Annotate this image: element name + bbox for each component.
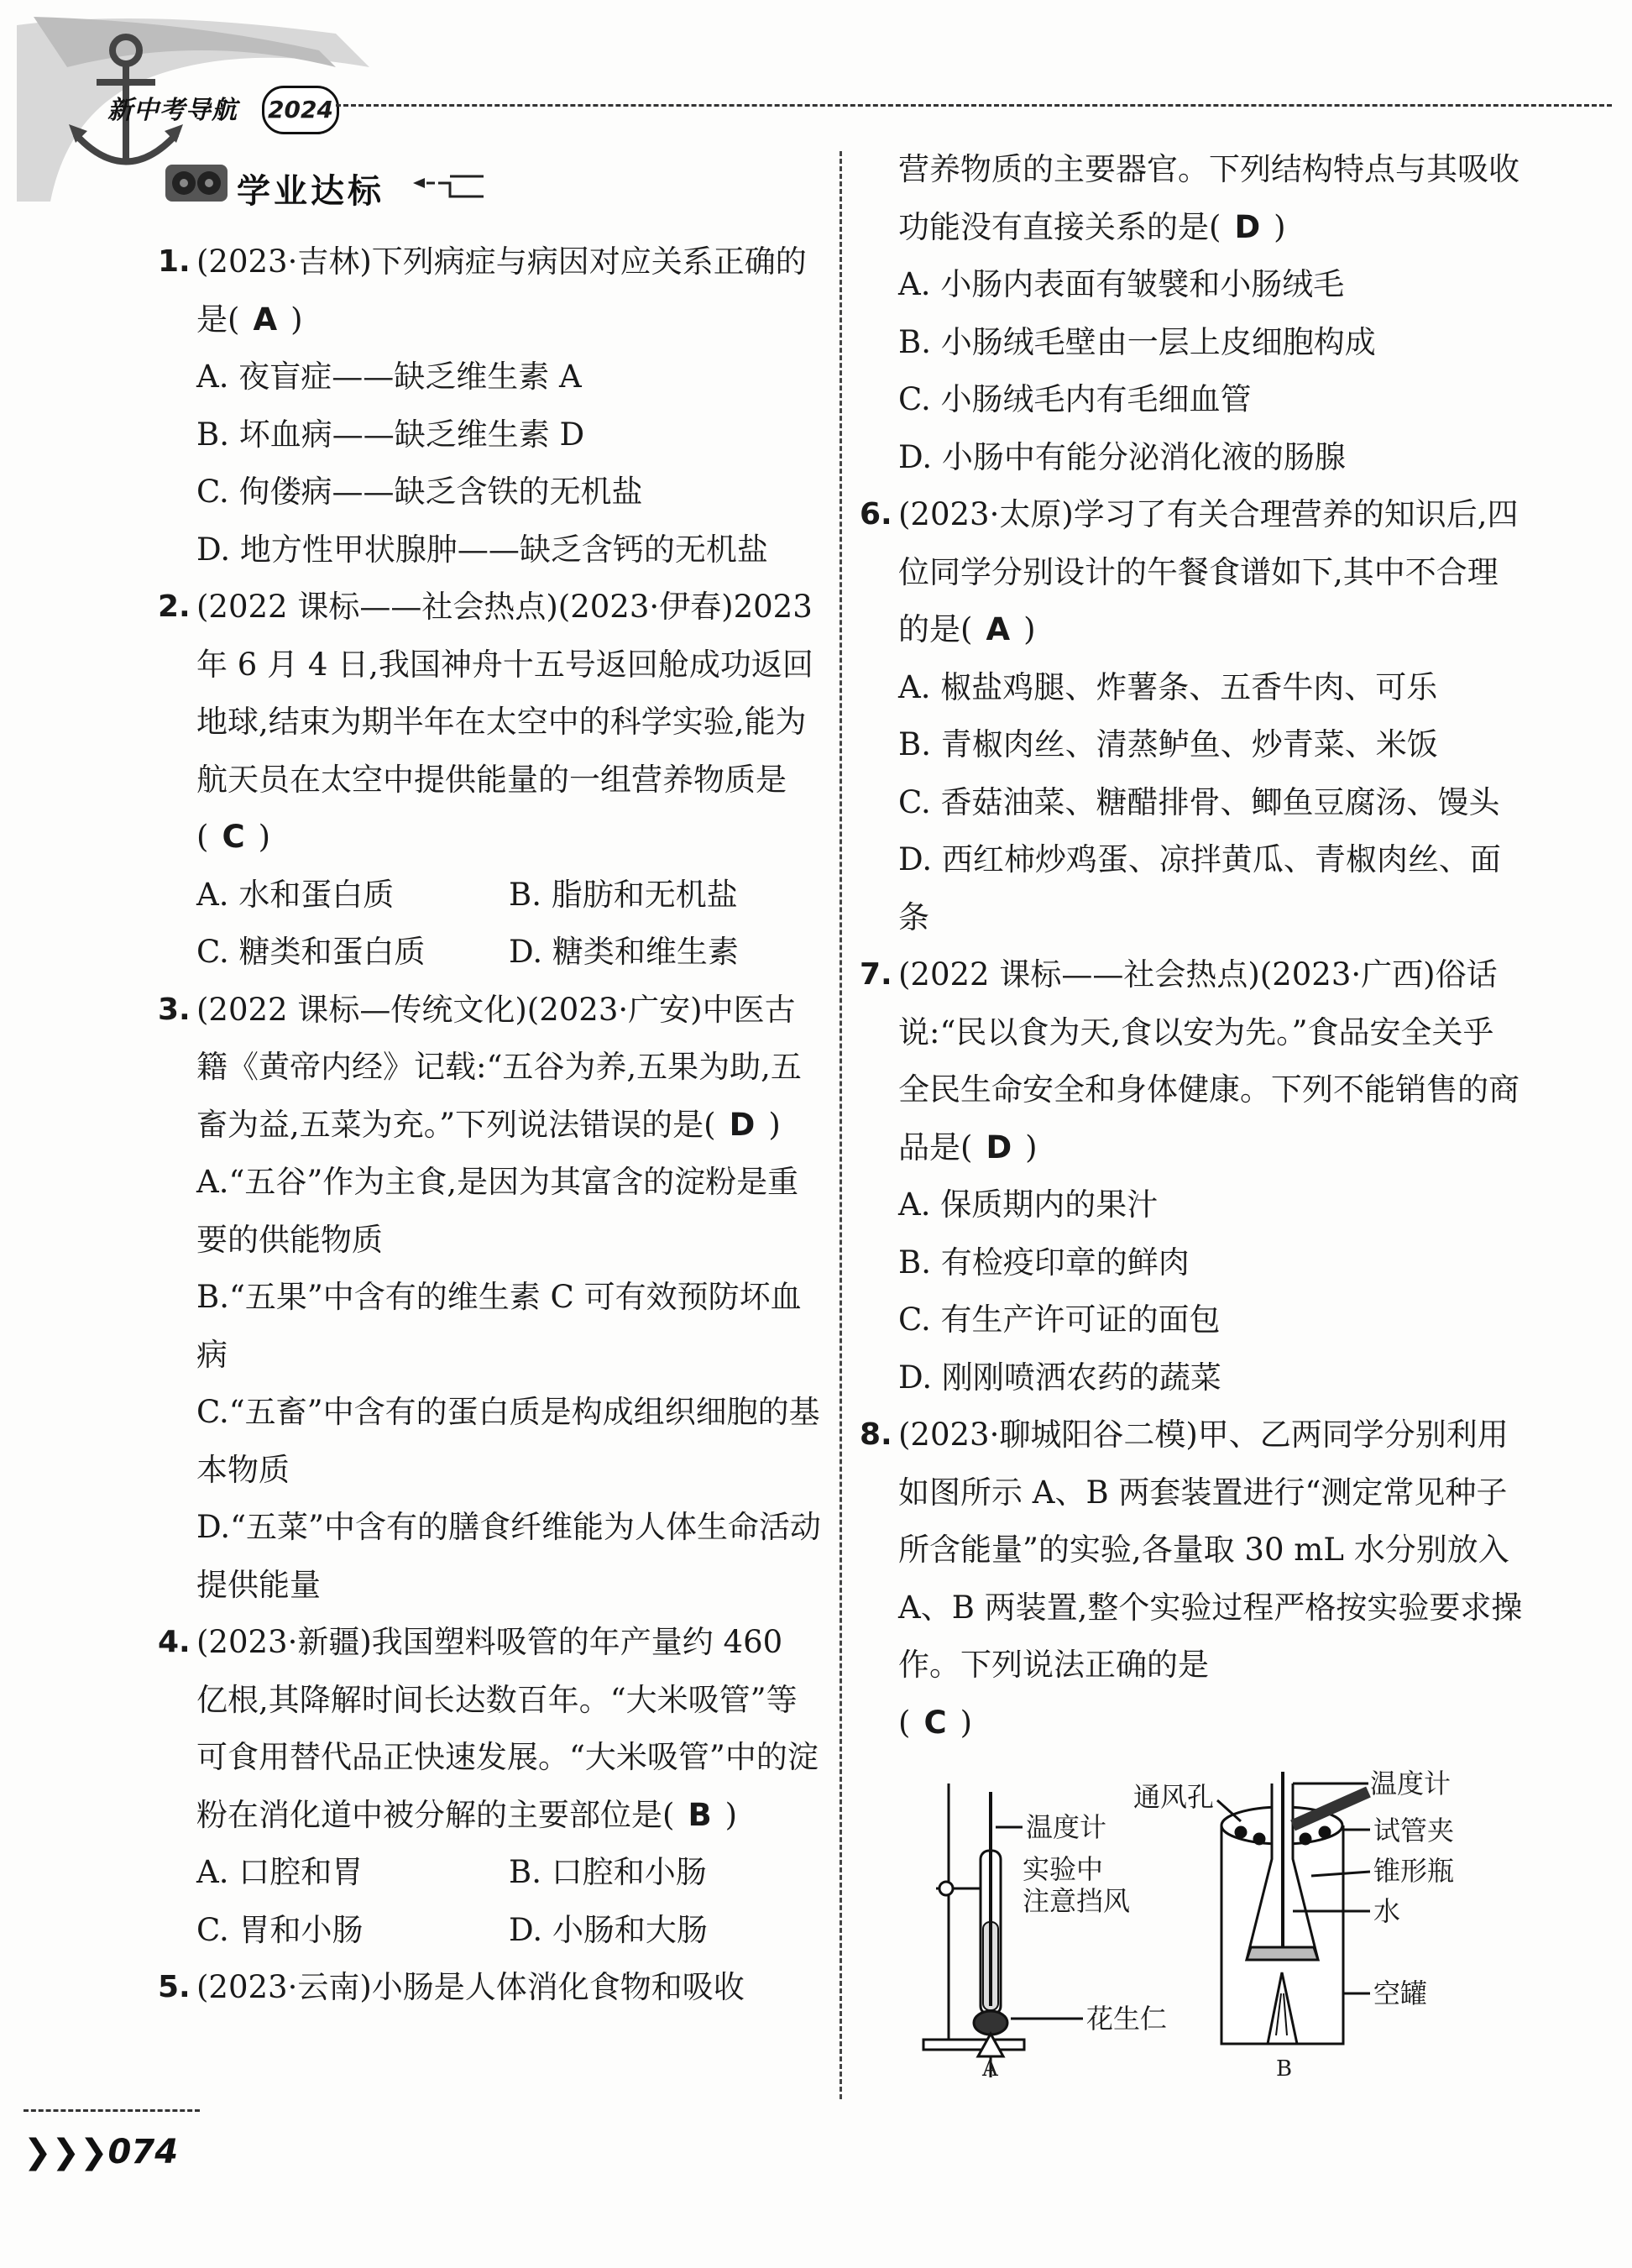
option-a: A. 小肠内表面有皱襞和小肠绒毛 [898, 266, 1345, 302]
question-3: 3. (2022 课标—传统文化)(2023·广安)中医古籍《黄帝内经》记载:“五谷为养,五果为助,五畜为益,五菜为充。”下列说法错误的是( D ) A.“五谷”作为主食,是因为其富含的淀粉是重要的供能物质 B.“五果”中含有的维生素 C 可有效预防坏血病 C.“五畜”中含有的蛋白质是构成组织细胞的基本物质 D.“五菜”中含有的膳食纤维能为人体生命活动提供能量 [196, 982, 821, 1615]
caption-a: A [982, 2056, 998, 2082]
label-thermometer-a: 温度计 [1026, 1811, 1107, 1843]
label-water: 水 [1373, 1895, 1401, 1927]
question-stem: 营养物质的主要器官。下列结构特点与其吸收功能没有直接关系的是( [898, 151, 1520, 245]
question-number: 5. [158, 1970, 191, 2004]
question-8: 8. (2023·聊城阳谷二模)甲、乙两同学分别利用如图所示 A、B 两套装置进行“测定常见种子所含能量”的实验,各量取 30 mL 水分别放入 A、B 两装置,整个实验过程严格按实验要求操作。下列说法正确的是 ( C ) 温度计 实验中 注意挡风 花生仁 A 通风孔 温度计 试管夹 锥形瓶 水 空罐 B [898, 1406, 1523, 2086]
experiment-figure [898, 1767, 1523, 2086]
option-a: A. 夜盲症——缺乏维生素 A [196, 359, 582, 395]
section-title: 学业达标 [237, 172, 384, 211]
option-c: C.“五畜”中含有的蛋白质是构成组织细胞的基本物质 [196, 1394, 820, 1488]
question-number: 7. [860, 957, 892, 992]
option-b: B. 有检疫印章的鲜肉 [898, 1244, 1190, 1281]
option-c: C. 小肠绒毛内有毛细血管 [898, 381, 1252, 417]
label-thermometer-b: 温度计 [1370, 1768, 1452, 1799]
answer: C [222, 819, 245, 855]
option-c: C. 糖类和蛋白质 [196, 934, 426, 970]
question-stem: (2022 课标——社会热点)(2023·广西)俗话说:“民以食为天,食以安为先。”食品安全关乎全民生命安全和身体健康。下列不能销售的商品是( [898, 956, 1520, 1165]
label-peanut: 花生仁 [1086, 2003, 1168, 2035]
option-a: A. 口腔和胃 [196, 1854, 364, 1890]
question-stem: (2023·云南)小肠是人体消化食物和吸收 [196, 1969, 745, 2005]
question-2: 2. (2022 课标——社会热点)(2023·伊春)2023 年 6 月 4 日,我国神舟十五号返回舱成功返回地球,结束为期半年在太空中的科学实验,能为航天员在太空中提供能量的一组营养物质是( C ) A. 水和蛋白质 B. 脂肪和无机盐 C. 糖类和蛋白质 D. 糖类和维生素 [196, 579, 821, 982]
option-a: A. 保质期内的果汁 [898, 1186, 1159, 1223]
label-note-line1: 实验中 [1023, 1853, 1104, 1885]
question-number: 1. [158, 244, 191, 279]
question-stem: (2022 课标——社会热点)(2023·伊春)2023 年 6 月 4 日,我国神舟十五号返回舱成功返回地球,结束为期半年在太空中的科学实验,能为航天员在太空中提供能量的一组营养物质是( [196, 589, 813, 855]
option-a: A. 椒盐鸡腿、炸薯条、五香牛肉、可乐 [898, 668, 1438, 705]
right-column [860, 141, 1523, 2086]
question-number: 2. [158, 589, 191, 624]
label-flask: 锥形瓶 [1373, 1855, 1455, 1887]
label-clamp: 试管夹 [1373, 1815, 1455, 1846]
option-a: A. 水和蛋白质 [196, 876, 395, 913]
answer: B [688, 1796, 712, 1833]
question-stem: (2023·吉林)下列病症与病因对应关系正确的是( [196, 244, 807, 338]
answer: D [729, 1106, 756, 1143]
column-divider [840, 151, 842, 2099]
answer: D [986, 1129, 1012, 1165]
option-b: B. 脂肪和无机盐 [509, 876, 738, 913]
option-d: D. 小肠中有能分泌消化液的肠腺 [898, 438, 1346, 475]
question-stem: (2023·太原)学习了有关合理营养的知识后,四位同学分别设计的午餐食谱如下,其中不合理的是( [898, 496, 1519, 647]
option-b: B. 坏血病——缺乏维生素 D [196, 416, 585, 453]
question-6: 6. (2023·太原)学习了有关合理营养的知识后,四位同学分别设计的午餐食谱如下,其中不合理的是( A ) A. 椒盐鸡腿、炸薯条、五香牛肉、可乐 B. 青椒肉丝、清蒸鲈鱼、炒青菜、米饭 C. 香菇油菜、糖醋排骨、鲫鱼豆腐汤、馒头 D. 西红柿炒鸡蛋、凉拌黄瓜、青椒肉丝、面条 [898, 486, 1523, 946]
option-c: C. 有生产许可证的面包 [898, 1302, 1221, 1338]
option-d: D. 糖类和维生素 [509, 934, 739, 970]
page-number [24, 2133, 178, 2171]
left-column [158, 233, 821, 2017]
option-d: D.“五菜”中含有的膳食纤维能为人体生命活动提供能量 [196, 1509, 821, 1603]
option-c: C. 佝偻病——缺乏含铁的无机盐 [196, 474, 643, 510]
answer: A [986, 611, 1011, 647]
arrow-decoration-icon [410, 168, 485, 202]
label-can: 空罐 [1373, 1977, 1428, 2009]
chevrons-icon: ❯❯❯ [24, 2133, 108, 2171]
label-note-line2: 注意挡风 [1023, 1885, 1131, 1917]
question-stem: (2023·聊城阳谷二模)甲、乙两同学分别利用如图所示 A、B 两套装置进行“测定常见种子所含能量”的实验,各量取 30 mL 水分别放入 A、B 两装置,整个实验过程严格按实验要求操作。下列说法正确的是 [898, 1417, 1523, 1683]
question-stem: (2022 课标—传统文化)(2023·广安)中医古籍《黄帝内经》记载:“五谷为养,五果为助,五畜为益,五菜为充。”下列说法错误的是( [196, 991, 802, 1143]
question-1: 1. (2023·吉林)下列病症与病因对应关系正确的是( A ) A. 夜盲症——缺乏维生素 A B. 坏血病——缺乏维生素 D C. 佝偻病——缺乏含铁的无机盐 D. 地方性甲状腺肿——缺乏含钙的无机盐 [196, 233, 821, 579]
header-dashed-rule [336, 104, 1612, 107]
option-d: D. 地方性甲状腺肿——缺乏含钙的无机盐 [196, 531, 768, 568]
footer-dashed-rule [24, 2109, 200, 2112]
answer: C [923, 1704, 947, 1741]
question-5-cont: 营养物质的主要器官。下列结构特点与其吸收功能没有直接关系的是( D ) A. 小肠内表面有皱襞和小肠绒毛 B. 小肠绒毛壁由一层上皮细胞构成 C. 小肠绒毛内有毛细血管 D. 小肠中有能分泌消化液的肠腺 [898, 141, 1523, 486]
option-d: D. 小肠和大肠 [509, 1911, 708, 1948]
label-vent: 通风孔 [1133, 1781, 1215, 1813]
question-number: 3. [158, 992, 191, 1027]
option-d: D. 刚刚喷洒农药的蔬菜 [898, 1359, 1221, 1396]
option-d: D. 西红柿炒鸡蛋、凉拌黄瓜、青椒肉丝、面条 [898, 841, 1501, 935]
question-stem: (2023·新疆)我国塑料吸管的年产量约 460 亿根,其降解时间长达数百年。“大米吸管”等可食用替代品正快速发展。“大米吸管”中的淀粉在消化道中被分解的主要部位是( [196, 1624, 819, 1833]
option-b: B. 青椒肉丝、清蒸鲈鱼、炒青菜、米饭 [898, 726, 1438, 762]
option-b: B. 口腔和小肠 [509, 1854, 707, 1890]
header-title: 新中考导航 [107, 96, 238, 125]
page-number-text: 074 [107, 2133, 179, 2171]
option-a: A.“五谷”作为主食,是因为其富含的淀粉是重要的供能物质 [196, 1164, 799, 1258]
question-4: 4. (2023·新疆)我国塑料吸管的年产量约 460 亿根,其降解时间长达数百年。“大米吸管”等可食用替代品正快速发展。“大米吸管”中的淀粉在消化道中被分解的主要部位是( B ) A. 口腔和胃 B. 口腔和小肠 C. 胃和小肠 D. 小肠和大肠 [196, 1614, 821, 1959]
question-number: 8. [860, 1417, 892, 1452]
answer: A [253, 301, 278, 338]
answer: D [1234, 208, 1261, 245]
option-b: B.“五果”中含有的维生素 C 可有效预防坏血病 [196, 1279, 802, 1373]
question-5-start [158, 1959, 821, 2017]
question-7: 7. (2022 课标——社会热点)(2023·广西)俗话说:“民以食为天,食以安为先。”食品安全关乎全民生命安全和身体健康。下列不能销售的商品是( D ) A. 保质期内的果汁 B. 有检疫印章的鲜肉 C. 有生产许可证的面包 D. 刚刚喷洒农药的蔬菜 [898, 946, 1523, 1406]
question-number: 6. [860, 497, 892, 532]
header-year-badge: 2024 [262, 86, 339, 134]
caption-b: B [1276, 2056, 1293, 2082]
option-c: C. 香菇油菜、糖醋排骨、鲫鱼豆腐汤、馒头 [898, 783, 1500, 820]
option-b: B. 小肠绒毛壁由一层上皮细胞构成 [898, 323, 1376, 360]
option-c: C. 胃和小肠 [196, 1911, 364, 1948]
question-number: 4. [158, 1625, 191, 1659]
film-reel-icon [164, 158, 229, 205]
